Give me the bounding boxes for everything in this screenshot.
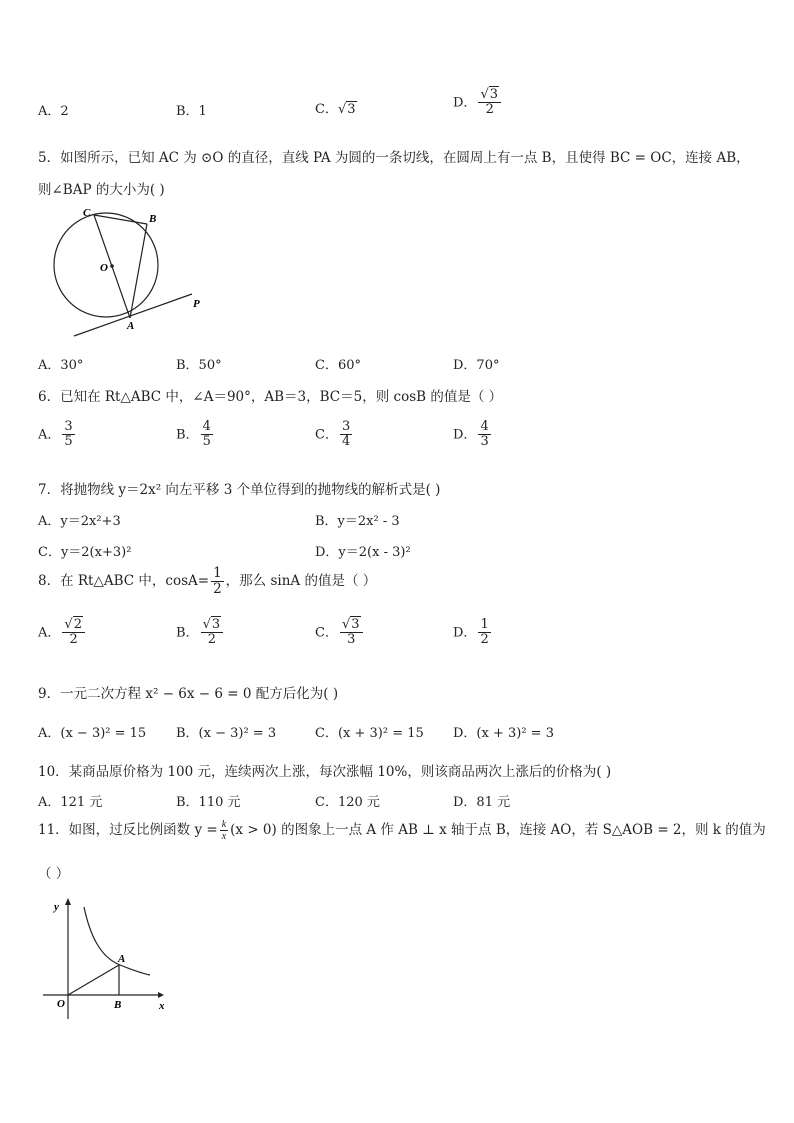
q11-stem-line2: （ ） (38, 866, 70, 882)
q4-option-a: A．2 (38, 104, 69, 119)
q5-option-d: D．70° (453, 358, 500, 373)
q6-option-d: D． $\frac{4}{3}$ (453, 419, 489, 450)
q8-option-c: C． $\frac{√3}{3}$ (315, 618, 365, 648)
label-c: C (83, 207, 91, 219)
q4-option-b: B．1 (176, 104, 207, 119)
label-o: O (100, 262, 108, 274)
x-axis-arrow (158, 992, 164, 998)
denominator: 2 (485, 102, 494, 118)
label-b: B (149, 213, 157, 225)
q5-option-a: A．30° (38, 358, 84, 373)
q7-stem: 7．将抛物线 y＝2x² 向左平移 3 个单位得到的抛物线的解析式是( ) (38, 482, 441, 498)
q9-option-b: B．(x − 3)² = 3 (176, 726, 277, 741)
label-p: P (193, 298, 200, 310)
q5-circle-tangent-figure (50, 205, 220, 345)
label-o: O (57, 998, 65, 1010)
sqrt-expression: √3 (337, 102, 356, 117)
fraction: $\frac{1}{2}$ (213, 565, 222, 597)
q6-option-c: C． $\frac{3}{4}$ (315, 419, 351, 450)
q10-option-c: C．120 元 (315, 795, 380, 810)
q6-option-b: B． $\frac{4}{5}$ (176, 419, 211, 450)
q4-option-d (453, 88, 503, 118)
option-label: D． (453, 95, 477, 111)
label-a: A (118, 953, 126, 965)
label-a: A (127, 320, 135, 332)
q9-stem: 9．一元二次方程 x² − 6x − 6 = 0 配方后化为( ) (38, 686, 339, 702)
q8-option-a: A． $\frac{√2}{2}$ (38, 618, 87, 648)
q5-option-b: B．50° (176, 358, 222, 373)
label-x: x (159, 1000, 165, 1012)
q5-stem-line2: 则∠BAP 的大小为( ) (38, 182, 165, 198)
q9-option-d: D．(x + 3)² = 3 (453, 726, 554, 741)
q5-option-c: C．60° (315, 358, 361, 373)
y-axis-arrow (65, 898, 71, 905)
q10-option-d: D．81 元 (453, 795, 511, 810)
q7-option-b: B．y＝2x² - 3 (315, 514, 400, 529)
chord-cb (94, 215, 147, 224)
q4-option-c (315, 98, 357, 117)
q6-stem: 6．已知在 Rt△ABC 中，∠A＝90°，AB＝3，BC＝5，则 cosB 的值是（ ） (38, 389, 503, 405)
q10-option-a: A．121 元 (38, 795, 103, 810)
chord-ab (130, 224, 147, 318)
q9-option-c: C．(x + 3)² = 15 (315, 726, 424, 741)
q8-option-d: D． $\frac{1}{2}$ (453, 617, 489, 648)
q8-option-b: B． $\frac{√3}{2}$ (176, 618, 225, 648)
q7-option-c: C．y＝2(x+3)² (38, 545, 132, 560)
label-y: y (54, 901, 59, 913)
q8-stem: 8．在 Rt△ABC 中，cosA= $\frac{1}{2}$ ，那么 sinA 的值是（ ） (38, 565, 377, 597)
radicand: 3 (489, 87, 499, 102)
q6-option-a: A． $\frac{3}{5}$ (38, 419, 73, 450)
option-label: C． (315, 102, 338, 117)
radicand: 3 (347, 102, 356, 117)
fraction: $\frac{k}{x}$ (221, 819, 227, 842)
center-point (110, 264, 114, 268)
q7-option-d: D．y＝2(x - 3)² (315, 545, 411, 560)
q7-option-a: A．y＝2x²+3 (38, 514, 121, 529)
label-b: B (114, 999, 122, 1011)
q11-hyperbola-figure (40, 895, 175, 1025)
q10-stem: 10．某商品原价格为 100 元，连续两次上涨，每次涨幅 10%，则该商品两次上涨后的价格为( ) (38, 764, 612, 780)
q9-option-a: A．(x − 3)² = 15 (38, 726, 147, 741)
q10-option-b: B．110 元 (176, 795, 241, 810)
hyperbola-curve (84, 907, 150, 975)
segment-ao (68, 965, 119, 995)
q11-stem: 11．如图，过反比例函数 y = $\frac{k}{x}$ (x > 0) 的图象上一点 A 作 AB ⊥ x 轴于点 B，连接 AO，若 S△AOB = 2，则 k 的值为 (38, 819, 766, 842)
q5-stem-line1: 5．如图所示，已知 AC 为 ⊙O 的直径，直线 PA 为圆的一条切线，在圆周上有一点 B，且使得 BC = OC，连接 AB， (38, 150, 750, 166)
fraction: $\frac{√3}{2}$ (478, 88, 501, 118)
